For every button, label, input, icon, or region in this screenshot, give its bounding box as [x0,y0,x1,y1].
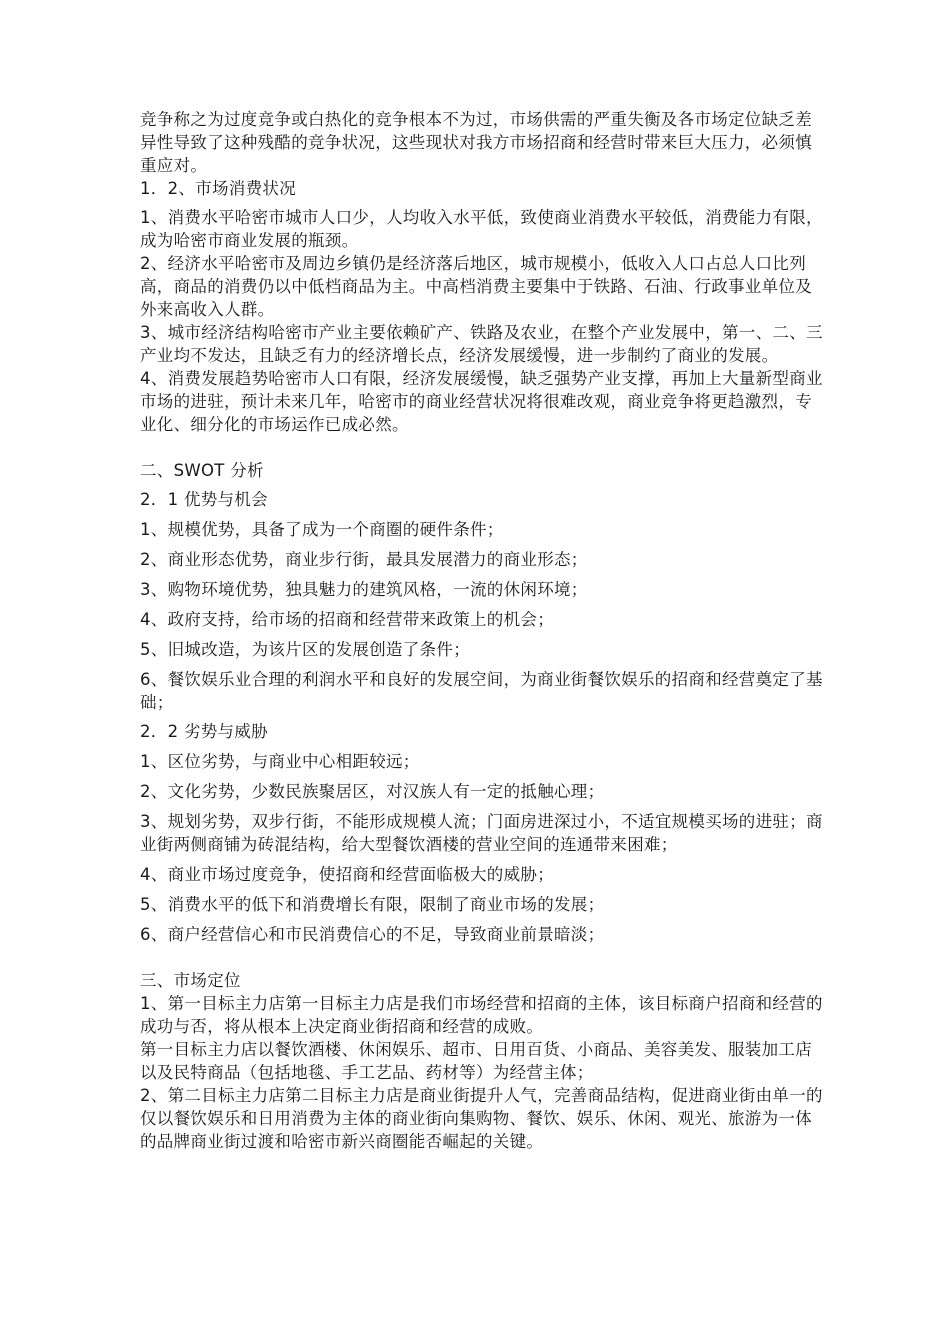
paragraph-first-target-scope: 第一目标主力店以餐饮酒楼、休闲娱乐、超市、日用百货、小商品、美容美发、服装加工店以及民特商品（包括地毯、手工艺品、药材等）为经营主体； [140,1040,812,1082]
list-item-weakness-6: 6、商户经营信心和市民消费信心的不足，导致商业前景暗淡； [140,925,605,944]
list-item-strength-2: 2、商业形态优势，商业步行街，最具发展潜力的商业形态； [140,550,588,569]
list-item-weakness-1: 1、区位劣势，与商业中心相距较远； [140,752,420,771]
heading-consumption-status: 1．2、市场消费状况 [140,179,296,198]
list-item-weakness-3: 3、规划劣势，双步行街，不能形成规模人流；门面房进深过小，不适宜规模买场的进驻；商业街两侧商铺为砖混结构，给大型餐饮酒楼的营业空间的连通带来困难； [140,812,823,854]
paragraph-economic-level: 2、经济水平哈密市及周边乡镇仍是经济落后地区，城市规模小，低收入人口占总人口比列高，商品的消费仍以中低档商品为主。中高档消费主要集中于铁路、石油、行政事业单位及外来高收入人群。 [140,254,812,319]
list-item-weakness-4: 4、商业市场过度竞争，使招商和经营面临极大的威胁； [140,865,554,884]
heading-swot: 二、SWOT 分析 [140,461,264,480]
list-item-strength-5: 5、旧城改造，为该片区的发展创造了条件； [140,640,470,659]
heading-market-positioning: 三、市场定位 [140,971,241,990]
list-item-strength-3: 3、购物环境优势，独具魅力的建筑风格，一流的休闲环境； [140,580,588,599]
list-item-strength-4: 4、政府支持，给市场的招商和经营带来政策上的机会； [140,610,554,629]
document-page [140,108,826,1153]
paragraph-economic-structure: 3、城市经济结构哈密市产业主要依赖矿产、铁路及农业，在整个产业发展中，第一、二、三产业均不发达，且缺乏有力的经济增长点，经济发展缓慢，进一步制约了商业的发展。 [140,323,823,365]
list-item-weakness-5: 5、消费水平的低下和消费增长有限，限制了商业市场的发展； [140,895,605,914]
paragraph-market-competition: 竞争称之为过度竞争或白热化的竞争根本不为过，市场供需的严重失衡及各市场定位缺乏差异性导致了这种残酷的竞争状况，这些现状对我方市场招商和经营时带来巨大压力，必须慎重应对。 [140,110,812,175]
paragraph-consumption-level: 1、消费水平哈密市城市人口少，人均收入水平低，致使商业消费水平较低，消费能力有限，成为哈密市商业发展的瓶颈。 [140,208,823,250]
heading-weaknesses-threats: 2．2 劣势与威胁 [140,722,268,741]
list-item-weakness-2: 2、文化劣势，少数民族聚居区，对汉族人有一定的抵触心理； [140,782,605,801]
list-item-strength-6: 6、餐饮娱乐业合理的利润水平和良好的发展空间，为商业街餐饮娱乐的招商和经营奠定了基础； [140,670,823,712]
paragraph-first-target-store: 1、第一目标主力店第一目标主力店是我们市场经营和招商的主体，该目标商户招商和经营的成功与否，将从根本上决定商业街招商和经营的成败。 [140,994,823,1036]
heading-strengths-opportunities: 2．1 优势与机会 [140,490,268,509]
list-item-strength-1: 1、规模优势，具备了成为一个商圈的硬件条件； [140,520,504,539]
paragraph-second-target-store: 2、第二目标主力店第二目标主力店是商业街提升人气，完善商品结构，促进商业街由单一的仅以餐饮娱乐和日用消费为主体的商业街向集购物、餐饮、娱乐、休闲、观光、旅游为一体的品牌商业街过渡和哈密市新兴商圈能否崛起的关键。 [140,1086,823,1151]
paragraph-consumption-trend: 4、消费发展趋势哈密市人口有限，经济发展缓慢，缺乏强势产业支撑，再加上大量新型商业市场的进驻，预计未来几年，哈密市的商业经营状况将很难改观，商业竞争将更趋激烈，专业化、细分化的市场运作已成必然。 [140,369,823,434]
